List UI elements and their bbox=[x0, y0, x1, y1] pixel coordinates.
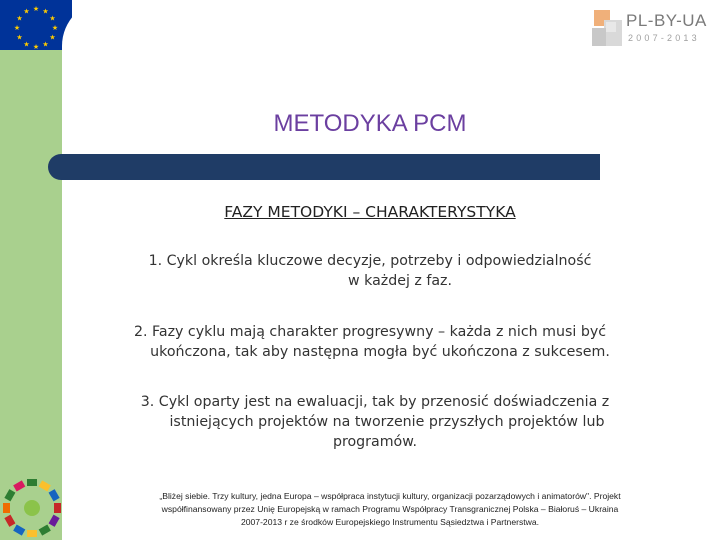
list-item-3 bbox=[90, 392, 660, 452]
svg-text:★: ★ bbox=[13, 24, 21, 32]
svg-text:★: ★ bbox=[49, 14, 56, 23]
program-years: 2007-2013 bbox=[628, 33, 700, 43]
list-item-2-line-1: 2. Fazy cyklu mają charakter progresywny – każda z nich musi być bbox=[133, 324, 607, 340]
title-divider-bar bbox=[48, 154, 600, 180]
colorful-circle-logo-icon bbox=[2, 476, 62, 538]
list-item-1-line-1: 1. Cykl określa kluczowe decyzje, potrzeby i odpowiedzialność bbox=[148, 253, 592, 269]
footer-note bbox=[90, 490, 690, 529]
svg-text:★: ★ bbox=[23, 7, 30, 16]
pl-by-ua-logo bbox=[590, 8, 714, 52]
footer-line-3: 2007-2013 r ze środków Europejskiego Instrumentu Sąsiedztwa i Partnerstwa. bbox=[240, 517, 540, 527]
list-item-3-line-3: programów. bbox=[332, 434, 418, 450]
list-item-1-line-2: w każdej z faz. bbox=[347, 273, 452, 289]
list-item-1 bbox=[90, 251, 650, 291]
svg-text:★: ★ bbox=[42, 40, 49, 49]
slide-title: METODYKA PCM bbox=[273, 110, 467, 137]
slide-subtitle: FAZY METODYKI – CHARAKTERYSTYKA bbox=[224, 203, 516, 221]
footer-line-2: współfinansowany przez Unię Europejską w ramach Programu Współpracy Transgranicznej Polska – Białoruś – Ukraina bbox=[161, 504, 619, 514]
svg-text:★: ★ bbox=[51, 24, 59, 32]
svg-text:★: ★ bbox=[23, 40, 30, 49]
list-item-3-line-2: istniejących projektów na tworzenie przyszłych projektów lub bbox=[169, 414, 605, 430]
svg-text:★: ★ bbox=[32, 43, 40, 50]
svg-text:★: ★ bbox=[49, 33, 56, 42]
list-item-2-line-2: ukończona, tak aby następna mogła być ukończona z sukcesem. bbox=[150, 344, 610, 360]
program-name: PL-BY-UA bbox=[626, 11, 707, 30]
svg-text:★: ★ bbox=[16, 33, 23, 42]
footer-line-1: „Bliżej siebie. Trzy kultury, jedna Europa – współpraca instytucji kultury, organizacji pozarządowych i animatorów". Projekt bbox=[159, 491, 621, 501]
svg-text:★: ★ bbox=[42, 7, 49, 16]
list-item-3-line-1: 3. Cykl oparty jest na ewaluacji, tak by przenosić doświadczenia z bbox=[140, 394, 610, 410]
svg-text:★: ★ bbox=[16, 14, 23, 23]
svg-text:★: ★ bbox=[32, 5, 40, 13]
list-item-2 bbox=[90, 322, 650, 362]
left-green-band bbox=[0, 0, 62, 540]
